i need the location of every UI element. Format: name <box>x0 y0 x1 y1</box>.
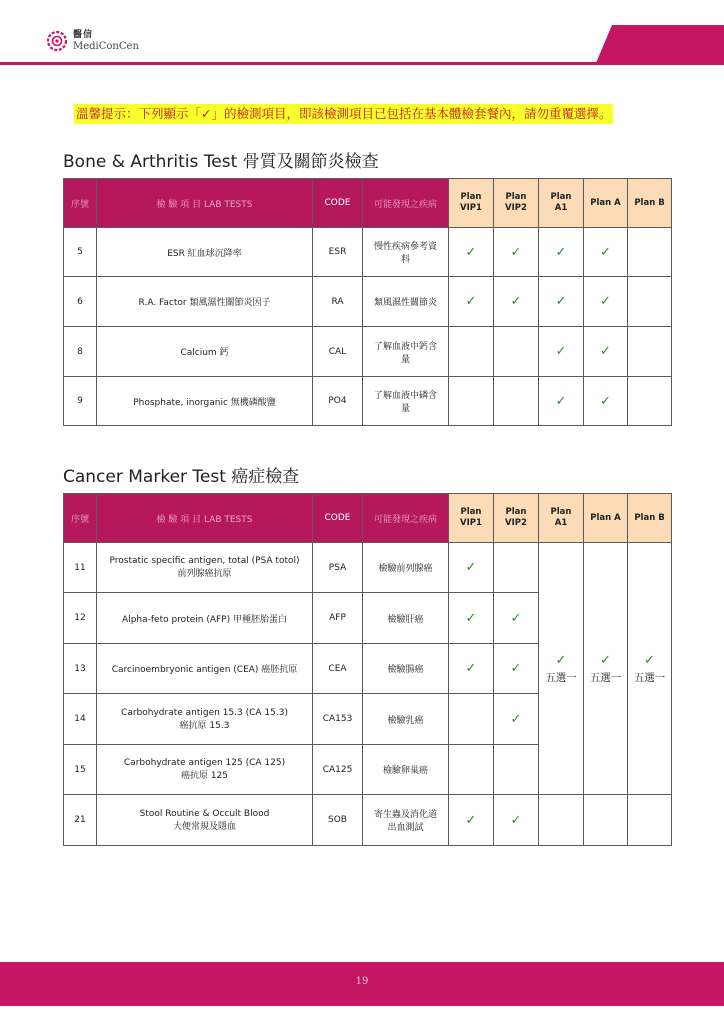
cell-lab-test: Calcium 鈣 <box>97 327 313 377</box>
cell-no: 6 <box>64 277 97 327</box>
cell-plan-vip2 <box>494 694 539 745</box>
col-no: 序號 <box>64 179 97 228</box>
cell-plan-vip2 <box>494 543 539 593</box>
cell-code: SOB <box>313 795 363 846</box>
cell-no: 12 <box>64 593 97 644</box>
col-code: CODE <box>313 179 363 228</box>
cell-plan-b <box>628 327 672 377</box>
cell-code: PSA <box>313 543 363 593</box>
check-icon: ✓ <box>600 393 611 409</box>
cell-plan-vip1 <box>449 228 494 277</box>
cell-plan-vip1 <box>449 745 494 795</box>
cell-plan-vip1 <box>449 327 494 377</box>
cell-lab-test: Alpha-feto protein (AFP) 甲種胚胎蛋白 <box>97 593 313 644</box>
cell-plan-vip1 <box>449 277 494 327</box>
cell-plan-b-select <box>628 543 672 795</box>
cell-code: CEA <box>313 644 363 694</box>
col-plan-vip2: Plan VIP2 <box>494 494 539 543</box>
cell-lab-test: Carcinoembryonic antigen (CEA) 癌胚抗原 <box>97 644 313 694</box>
check-icon: ✓ <box>510 661 522 676</box>
cell-plan-vip2 <box>494 277 539 327</box>
cell-plan-vip2 <box>494 228 539 277</box>
cell-plan-vip1 <box>449 543 494 593</box>
cell-disease: 類風濕性關節炎 <box>363 277 449 327</box>
check-icon: ✓ <box>465 661 477 676</box>
cell-plan-vip2 <box>494 327 539 377</box>
logo-cn: 醫信 <box>73 29 94 40</box>
cell-disease: 檢驗乳癌 <box>363 694 449 745</box>
cell-disease: 檢驗卵巢癌 <box>363 745 449 795</box>
cell-plan-a1 <box>539 277 584 327</box>
cell-plan-a1 <box>539 377 584 426</box>
cell-plan-a <box>584 377 628 426</box>
cell-plan-vip1 <box>449 694 494 745</box>
col-no: 序號 <box>64 494 97 543</box>
col-plan-a: Plan A <box>584 179 628 228</box>
check-icon: ✓ <box>600 244 611 260</box>
check-icon: ✓ <box>555 294 567 309</box>
cell-plan-a1 <box>539 327 584 377</box>
cell-no: 15 <box>64 745 97 795</box>
check-icon: ✓ <box>510 294 522 309</box>
cell-lab-test: Stool Routine & Occult Blood 大便常規及隱血 <box>97 795 313 846</box>
col-plan-a1: Plan A1 <box>539 494 584 543</box>
check-icon: ✓ <box>555 393 567 409</box>
check-icon: ✓ <box>465 812 477 828</box>
cell-plan-vip1 <box>449 593 494 644</box>
cell-plan-vip2 <box>494 377 539 426</box>
cell-code: CA125 <box>313 745 363 795</box>
table-row <box>64 543 672 593</box>
check-icon: ✓ <box>465 294 477 309</box>
cell-lab-test: Carbohydrate antigen 15.3 (CA 15.3) 癌抗原 15.3 <box>97 694 313 745</box>
cell-plan-a <box>584 228 628 277</box>
cell-plan-b <box>628 228 672 277</box>
cell-plan-b <box>628 277 672 327</box>
cell-code: PO4 <box>313 377 363 426</box>
cell-plan-a1 <box>539 228 584 277</box>
cell-plan-a <box>584 327 628 377</box>
table-header-row <box>64 179 672 228</box>
cell-plan-vip2 <box>494 745 539 795</box>
cell-no: 11 <box>64 543 97 593</box>
check-icon: ✓ <box>600 344 611 359</box>
cell-no: 21 <box>64 795 97 846</box>
check-icon: ✓ <box>465 610 477 626</box>
cell-no: 14 <box>64 694 97 745</box>
check-icon: ✓ <box>600 294 611 309</box>
cell-no: 13 <box>64 644 97 694</box>
cell-plan-vip2 <box>494 644 539 694</box>
cell-plan-a <box>584 277 628 327</box>
cell-code: CAL <box>313 327 363 377</box>
cell-lab-test: Carbohydrate antigen 125 (CA 125) 癌抗原 125 <box>97 745 313 795</box>
cell-code: ESR <box>313 228 363 277</box>
cell-disease: 檢驗腸癌 <box>363 644 449 694</box>
select-one-of-five-label: 五選一 <box>589 671 622 684</box>
check-icon: ✓ <box>555 344 567 359</box>
col-plan-a1: Plan A1 <box>539 179 584 228</box>
table-row <box>64 377 672 426</box>
cell-plan-vip1 <box>449 644 494 694</box>
col-plan-b: Plan B <box>628 494 672 543</box>
logo <box>46 30 139 52</box>
col-code: CODE <box>313 494 363 543</box>
logo-flower-icon <box>46 30 68 52</box>
table-row <box>64 327 672 377</box>
select-one-of-five-label: 五選一 <box>545 671 577 684</box>
cell-plan-a-select <box>584 543 628 795</box>
cell-code: AFP <box>313 593 363 644</box>
cell-disease: 檢驗肝癌 <box>363 593 449 644</box>
section-title-bone: Bone & Arthritis Test 骨質及關節炎檢查 <box>63 152 379 172</box>
check-icon: ✓ <box>555 244 567 260</box>
col-plan-vip1: Plan VIP1 <box>449 494 494 543</box>
select-one-of-five-label: 五選一 <box>633 671 666 684</box>
section-title-cancer: Cancer Marker Test 癌症檢查 <box>63 467 300 487</box>
cell-code: CA153 <box>313 694 363 745</box>
bone-arthritis-table <box>63 178 672 426</box>
cell-lab-test: R.A. Factor 類風濕性關節炎因子 <box>97 277 313 327</box>
check-icon: ✓ <box>510 244 522 260</box>
cell-disease: 了解血液中磷含 量 <box>363 377 449 426</box>
col-lab-tests: 檢 驗 項 目 LAB TESTS <box>97 494 313 543</box>
page-number: 19 <box>355 976 369 987</box>
table-row <box>64 277 672 327</box>
cell-no: 8 <box>64 327 97 377</box>
col-plan-vip2: Plan VIP2 <box>494 179 539 228</box>
table-row <box>64 795 672 846</box>
check-icon: ✓ <box>510 610 522 626</box>
col-disease: 可能發現之疾病 <box>363 179 449 228</box>
cell-plan-vip2 <box>494 795 539 846</box>
cell-plan-vip1 <box>449 795 494 846</box>
cell-no: 9 <box>64 377 97 426</box>
cell-no: 5 <box>64 228 97 277</box>
logo-en: MediConCen <box>73 40 139 52</box>
col-plan-b: Plan B <box>628 179 672 228</box>
col-disease: 可能發現之疾病 <box>363 494 449 543</box>
cell-lab-test: Prostatic specific antigen, total (PSA totol) 前列腺癌抗原 <box>97 543 313 593</box>
cell-disease: 慢性疾病參考資 料 <box>363 228 449 277</box>
cell-plan-b <box>628 377 672 426</box>
check-icon: ✓ <box>510 711 522 727</box>
table-row <box>64 228 672 277</box>
check-icon: ✓ <box>465 244 477 260</box>
check-icon: ✓ <box>465 560 477 575</box>
check-icon: ✓ <box>600 652 611 668</box>
cell-plan-vip1 <box>449 377 494 426</box>
table-header-row <box>64 494 672 543</box>
cell-plan-a1 <box>539 795 584 846</box>
cancer-marker-table <box>63 493 672 846</box>
cell-disease: 寄生蟲及消化道 出血測試 <box>363 795 449 846</box>
cell-disease: 檢驗前列腺癌 <box>363 543 449 593</box>
col-plan-vip1: Plan VIP1 <box>449 179 494 228</box>
col-lab-tests: 檢 驗 項 目 LAB TESTS <box>97 179 313 228</box>
check-icon: ✓ <box>555 652 567 668</box>
cell-code: RA <box>313 277 363 327</box>
cell-plan-vip2 <box>494 593 539 644</box>
cell-plan-b <box>628 795 672 846</box>
col-plan-a: Plan A <box>584 494 628 543</box>
cell-plan-a <box>584 795 628 846</box>
check-icon: ✓ <box>510 812 522 828</box>
check-icon: ✓ <box>644 652 655 668</box>
notice-banner: 溫馨提示：下列顯示「✓」的檢測項目，即該檢測項目已包括在基本體檢套餐內，請勿重覆選擇。 <box>74 104 613 124</box>
cell-lab-test: Phosphate, inorganic 無機磷酸鹽 <box>97 377 313 426</box>
cell-plan-a1-select <box>539 543 584 795</box>
cell-lab-test: ESR 紅血球沉降率 <box>97 228 313 277</box>
cell-disease: 了解血液中鈣含 量 <box>363 327 449 377</box>
